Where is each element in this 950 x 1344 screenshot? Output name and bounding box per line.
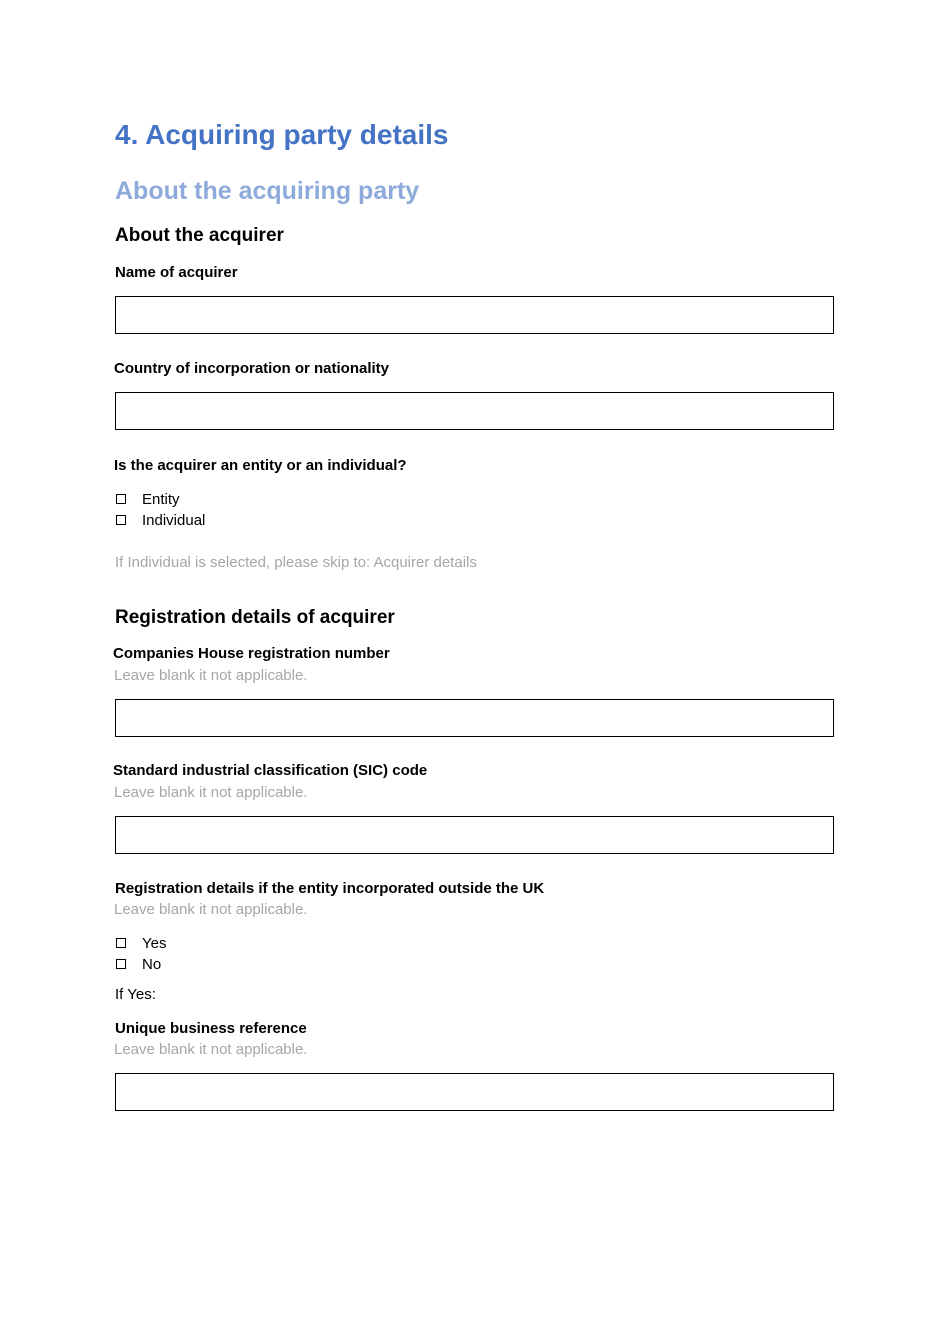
companies-house-label: Companies House registration number — [113, 645, 390, 662]
individual-option[interactable] — [115, 511, 205, 529]
yes-option-label: Yes — [142, 934, 167, 952]
if-yes-label: If Yes: — [115, 986, 156, 1003]
yes-checkbox[interactable] — [116, 938, 126, 948]
unique-business-reference-label: Unique business reference — [115, 1020, 307, 1037]
name-of-acquirer-input[interactable] — [115, 296, 834, 334]
entity-option-label: Entity — [142, 490, 180, 508]
entity-option[interactable] — [115, 490, 180, 508]
yes-option[interactable] — [115, 934, 166, 952]
individual-checkbox[interactable] — [116, 515, 126, 525]
country-label: Country of incorporation or nationality — [114, 360, 389, 377]
no-option-label: No — [142, 955, 162, 973]
country-input[interactable] — [115, 392, 834, 430]
name-of-acquirer-label: Name of acquirer — [115, 264, 238, 281]
no-option[interactable] — [115, 955, 161, 973]
sic-code-input[interactable] — [115, 816, 834, 854]
individual-skip-note: If Individual is selected, please skip to: Acquirer details — [115, 554, 477, 571]
unique-business-reference-hint: Leave blank it not applicable. — [114, 1041, 308, 1058]
subsection-title: About the acquiring party — [115, 177, 420, 205]
companies-house-input[interactable] — [115, 699, 834, 737]
registration-details-heading: Registration details of acquirer — [115, 607, 395, 628]
section-title: 4. Acquiring party details — [115, 119, 449, 150]
sic-code-label: Standard industrial classification (SIC) code — [113, 762, 428, 779]
companies-house-hint: Leave blank it not applicable. — [114, 667, 308, 684]
outside-uk-hint: Leave blank it not applicable. — [114, 901, 308, 918]
individual-option-label: Individual — [142, 511, 206, 529]
outside-uk-label: Registration details if the entity incorporated outside the UK — [115, 880, 545, 897]
entity-or-individual-question: Is the acquirer an entity or an individual? — [114, 457, 407, 474]
unique-business-reference-input[interactable] — [115, 1073, 834, 1111]
entity-checkbox[interactable] — [116, 494, 126, 504]
sic-code-hint: Leave blank it not applicable. — [114, 784, 308, 801]
about-acquirer-heading: About the acquirer — [115, 225, 284, 246]
no-checkbox[interactable] — [116, 959, 126, 969]
